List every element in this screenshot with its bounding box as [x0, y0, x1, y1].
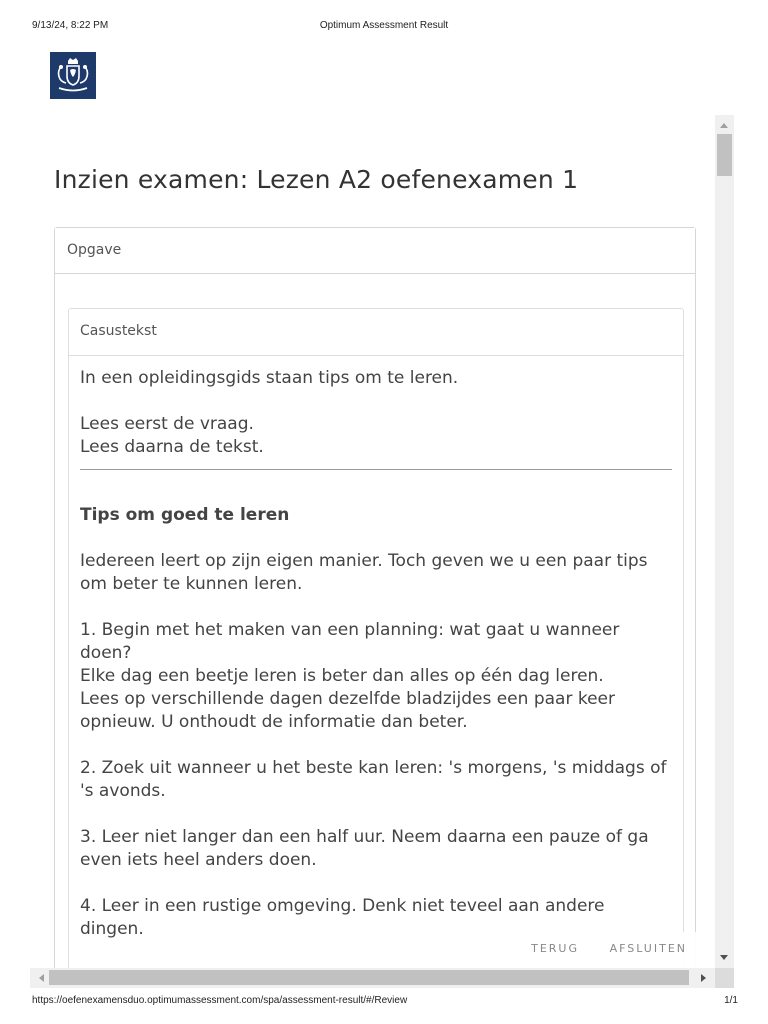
tip-paragraph: 2. Zoek uit wanneer u het beste kan leren: 's morgens, 's middags of 's avonds. [80, 758, 667, 801]
scroll-viewport[interactable] [30, 115, 715, 968]
print-header [0, 0, 768, 40]
horizontal-scrollbar[interactable] [30, 968, 715, 988]
tip-paragraph: Lees op verschillende dagen dezelfde bladzijdes een paar keer opnieuw. U onthoudt de informatie dan beter. [80, 689, 615, 732]
print-page-number: 1/1 [724, 995, 738, 1006]
print-url: https://oefenexamensduo.optimumassessment.com/spa/assessment-result/#/Review [32, 995, 408, 1006]
back-button[interactable]: TERUG [531, 942, 579, 955]
vertical-scrollbar[interactable] [715, 115, 734, 968]
case-instruction: Lees eerst de vraag. [80, 414, 254, 434]
tip-paragraph: 3. Leer niet langer dan een half uur. Neem daarna een pauze of ga even iets heel anders doen. [80, 827, 649, 870]
case-intro: In een opleidingsgids staan tips om te leren. [80, 368, 459, 388]
divider [80, 469, 672, 470]
opgave-panel [54, 227, 696, 968]
print-title: Optimum Assessment Result [319, 20, 449, 31]
casustekst-panel-heading [69, 309, 683, 356]
opgave-panel-heading [55, 228, 695, 274]
opgave-heading-label: Opgave [67, 242, 122, 258]
print-date: 9/13/24, 8:22 PM [32, 20, 109, 31]
tips-title: Tips om goed te leren [80, 505, 290, 525]
scroll-left-arrow-icon[interactable] [39, 974, 44, 982]
casustekst-panel [68, 308, 684, 968]
case-instruction: Lees daarna de tekst. [80, 437, 264, 457]
horizontal-scrollbar-thumb[interactable] [49, 970, 689, 985]
vertical-scrollbar-thumb[interactable] [717, 134, 732, 176]
scrollbar-corner [715, 968, 734, 988]
casustekst-content [80, 367, 672, 964]
casustekst-heading-label: Casustekst [80, 323, 157, 339]
print-footer [0, 993, 768, 1013]
tip-paragraph: 4. Leer in een rustige omgeving. Denk niet teveel aan andere dingen. [80, 896, 605, 939]
royal-coat-of-arms-icon [50, 52, 96, 99]
tip-paragraph: 1. Begin met het maken van een planning: wat gaat u wanneer doen? [80, 620, 620, 663]
scroll-down-arrow-icon[interactable] [720, 955, 728, 960]
tip-paragraph: Iedereen leert op zijn eigen manier. Toch geven we u een paar tips om beter te kunnen leren. [80, 551, 648, 594]
scroll-right-arrow-icon[interactable] [701, 974, 706, 982]
close-button[interactable]: AFSLUITEN [609, 942, 687, 955]
scroll-up-arrow-icon[interactable] [720, 123, 728, 128]
footer-actions [515, 932, 715, 968]
tip-paragraph: Elke dag een beetje leren is beter dan alles op één dag leren. [80, 666, 604, 686]
page-title: Inzien examen: Lezen A2 oefenexamen 1 [54, 165, 579, 194]
